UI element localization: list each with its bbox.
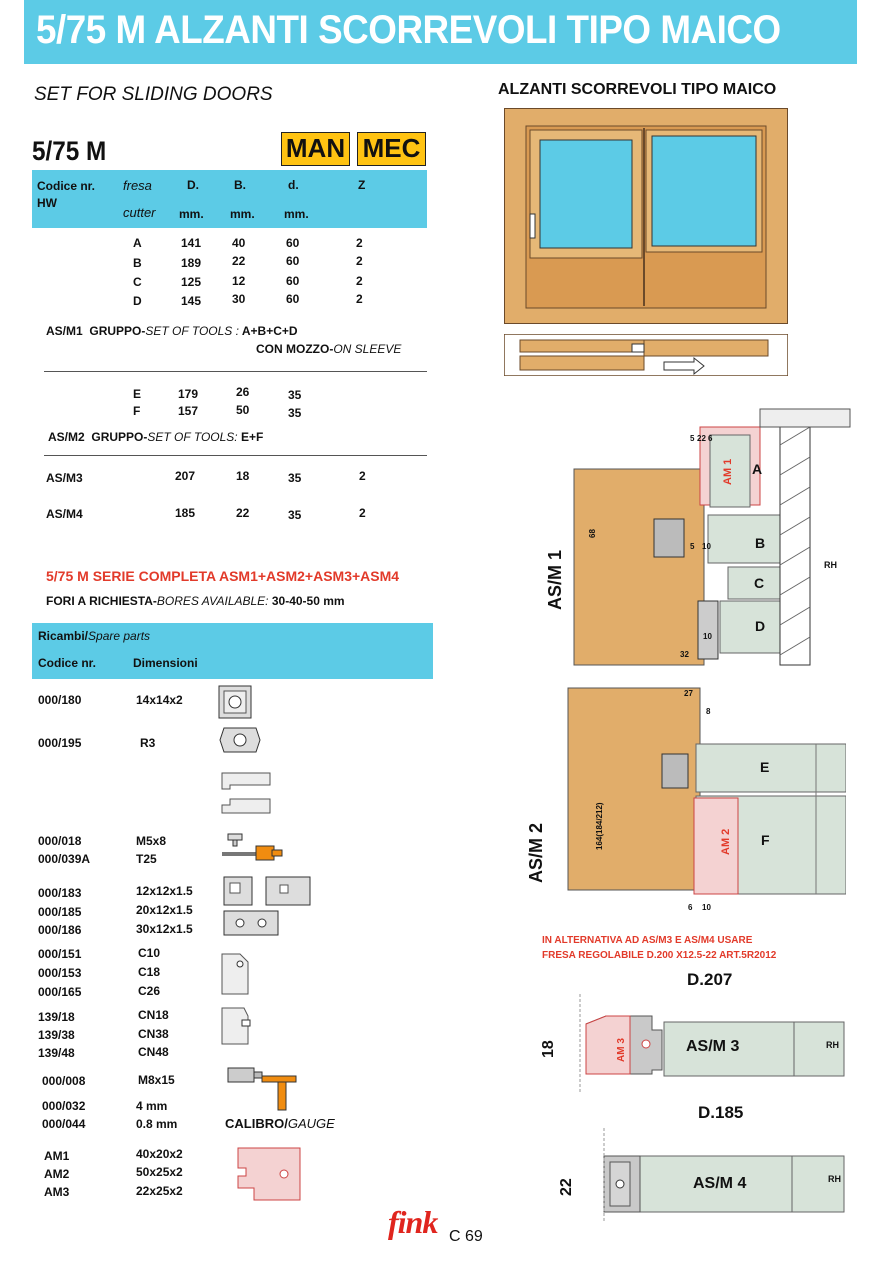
divider <box>44 455 427 456</box>
spare-code: 000/032 <box>42 1099 86 1113</box>
spare-dim: C18 <box>138 965 161 979</box>
badge-mec: MEC <box>357 132 426 166</box>
spare-dim: 14x14x2 <box>136 693 183 707</box>
row-b-fresa: B <box>133 256 142 270</box>
spare-code: 000/044 <box>42 1117 86 1131</box>
asm3-Z: 2 <box>359 469 366 483</box>
row-d-B: 30 <box>232 292 246 306</box>
radius-insert-icon <box>218 724 262 756</box>
window-heading: ALZANTI SCORREVOLI TIPO MAICO <box>498 81 777 98</box>
spare-code: AM3 <box>44 1185 70 1199</box>
dim-label: 10 <box>703 632 712 641</box>
asm1-mozzo-label: CON MOZZO- <box>256 342 334 356</box>
row-e-fresa: E <box>133 387 142 401</box>
asm2-code: AS/M2 <box>48 430 85 444</box>
screw-key-icon <box>216 1064 300 1112</box>
asm2-diagram <box>556 686 846 908</box>
page-number: C 69 <box>449 1228 483 1245</box>
section-illustration <box>504 334 788 376</box>
cutter-a: A <box>752 461 763 477</box>
row-a-fresa: A <box>133 236 142 250</box>
asm1-vertical-label: AS/M 1 <box>545 549 565 610</box>
col-hw: HW <box>37 196 57 210</box>
serie-title: 5/75 M SERIE COMPLETA ASM1+ASM2+ASM3+ASM4 <box>46 568 400 584</box>
spare-code: 139/48 <box>38 1046 75 1060</box>
gauge: GAUGE <box>287 1116 335 1131</box>
spare-code: 000/039A <box>38 852 91 866</box>
spare-code: 000/165 <box>38 985 82 999</box>
row-f-d: 35 <box>288 406 302 420</box>
dim-label: 22 <box>697 434 706 443</box>
ricambi-col-dim: Dimensioni <box>133 656 198 670</box>
spare-code: AM1 <box>44 1149 70 1163</box>
dim-label: 6 <box>688 903 693 912</box>
dim-label: 6 <box>708 434 713 443</box>
spare-dim: 0.8 mm <box>136 1117 178 1131</box>
spare-dim: T25 <box>136 852 157 866</box>
spare-code: 000/183 <box>38 886 82 900</box>
asm2-group: GRUPPO- <box>91 430 148 444</box>
col-mm1: mm. <box>179 207 204 221</box>
ricambi-label-it: Spare parts <box>88 629 151 643</box>
square-inserts-icon <box>222 875 314 937</box>
dim-label: 5 <box>690 542 695 551</box>
spare-dim: 22x25x2 <box>136 1184 183 1198</box>
dim-label: 10 <box>702 542 711 551</box>
asm4-d: 35 <box>288 508 302 522</box>
ricambi-col-code: Codice nr. <box>38 656 97 670</box>
am3-label: AM 3 <box>616 1038 627 1062</box>
asm1-code: AS/M1 <box>46 324 83 338</box>
dim-label: 5 <box>690 434 695 443</box>
asm4-B: 22 <box>236 506 250 520</box>
spare-dim: 30x12x1.5 <box>136 922 193 936</box>
asm2-vertical-label: AS/M 2 <box>526 822 546 883</box>
row-d-D: 145 <box>181 294 202 308</box>
screw-key-icon <box>218 832 284 866</box>
asm2-group-it: SET OF TOOLS: <box>147 430 238 444</box>
row-f-D: 157 <box>178 404 199 418</box>
row-b-d: 60 <box>286 254 300 268</box>
rh-label: RH <box>828 1174 841 1184</box>
row-b-D: 189 <box>181 256 202 270</box>
dim-label: 164(184/212) <box>595 802 604 850</box>
asm3-diameter: D.207 <box>687 970 733 989</box>
row-e-B: 26 <box>236 385 250 399</box>
profile-knife-icon <box>220 771 272 817</box>
cutter-d: D <box>755 618 766 634</box>
knife-insert-icon <box>218 685 252 719</box>
row-c-d: 60 <box>286 274 300 288</box>
note-line-1: IN ALTERNATIVA AD AS/M3 E AS/M4 USARE <box>542 935 753 946</box>
asm1-group-it: SET OF TOOLS : <box>145 324 239 338</box>
spare-dim: 50x25x2 <box>136 1165 183 1179</box>
ricambi-title <box>38 629 150 643</box>
spare-code: AM2 <box>44 1167 70 1181</box>
product-code: 5/75 M <box>32 136 107 166</box>
am1-label: AM 1 <box>722 458 734 485</box>
row-f-B: 50 <box>236 403 250 417</box>
col-mm2: mm. <box>230 207 255 221</box>
asm1-group-val: A+B+C+D <box>238 324 298 338</box>
dim-label: 68 <box>588 529 597 538</box>
asm3-D: 207 <box>175 469 196 483</box>
row-b-Z: 2 <box>356 254 363 268</box>
row-d-Z: 2 <box>356 292 363 306</box>
row-c-D: 125 <box>181 275 202 289</box>
asm3-B: 18 <box>236 469 250 483</box>
cutter-e: E <box>760 759 770 775</box>
asm3-code: AS/M3 <box>46 471 83 485</box>
asm1-group: GRUPPO- <box>89 324 146 338</box>
cutter-b: B <box>755 535 766 551</box>
spare-dim: CN18 <box>138 1008 169 1022</box>
spare-code: 000/151 <box>38 947 82 961</box>
col-cutter: cutter <box>123 205 156 220</box>
dim-label: 8 <box>706 707 711 716</box>
spare-dim: CN38 <box>138 1027 169 1041</box>
asm2-line <box>48 430 263 444</box>
asm3-width: 18 <box>540 1040 557 1058</box>
am-knife-icon <box>236 1146 302 1202</box>
asm1-mozzo-it: ON SLEEVE <box>333 342 402 356</box>
asm4-width: 22 <box>558 1178 575 1196</box>
asm1-line <box>46 324 298 338</box>
row-f-fresa: F <box>133 404 141 418</box>
row-c-fresa: C <box>133 275 142 289</box>
col-D: D. <box>187 178 199 192</box>
note-line-2: FRESA REGOLABILE D.200 X12.5-22 ART.5R2012 <box>542 950 777 961</box>
dim-label: 10 <box>702 903 711 912</box>
clamp-icon <box>218 950 256 998</box>
asm4-diameter: D.185 <box>698 1103 744 1122</box>
row-d-fresa: D <box>133 294 142 308</box>
fori-it: BORES AVAILABLE: <box>156 594 269 608</box>
row-a-d: 60 <box>286 236 300 250</box>
spare-dim: R3 <box>140 736 156 750</box>
rh-label: RH <box>824 560 837 570</box>
table-header <box>32 170 427 228</box>
asm4-label: AS/M 4 <box>693 1175 747 1192</box>
subtitle: SET FOR SLIDING DOORS <box>34 84 273 105</box>
spare-dim: C26 <box>138 984 161 998</box>
spare-dim: CN48 <box>138 1045 169 1059</box>
spare-dim: M8x15 <box>138 1073 175 1087</box>
row-d-d: 60 <box>286 292 300 306</box>
spare-dim: 4 mm <box>136 1099 168 1113</box>
row-a-Z: 2 <box>356 236 363 250</box>
col-B: B. <box>234 178 246 192</box>
calibro: CALIBRO/ <box>225 1116 288 1131</box>
am2-label: AM 2 <box>720 828 732 855</box>
row-a-D: 141 <box>181 236 202 250</box>
fori-val: 30-40-50 mm <box>268 594 345 608</box>
spare-dim: 20x12x1.5 <box>136 903 193 917</box>
spare-dim: M5x8 <box>136 834 167 848</box>
col-Z: Z <box>358 178 366 192</box>
brand-logo: fink <box>388 1204 438 1240</box>
spare-code: 000/185 <box>38 905 82 919</box>
row-e-D: 179 <box>178 387 199 401</box>
cutter-c: C <box>754 575 765 591</box>
divider <box>44 371 427 372</box>
col-fresa: fresa <box>123 178 152 193</box>
spare-code: 000/153 <box>38 966 82 980</box>
window-illustration <box>504 108 788 324</box>
asm2-group-val: E+F <box>237 430 264 444</box>
asm1-mozzo <box>256 342 401 356</box>
calibro-label <box>225 1116 335 1131</box>
spare-code: 000/180 <box>38 693 82 707</box>
badge-man: MAN <box>281 132 350 166</box>
spare-code: 139/18 <box>38 1010 75 1024</box>
spare-code: 139/38 <box>38 1028 75 1042</box>
dim-label: 27 <box>684 689 693 698</box>
spare-code: 000/008 <box>42 1074 86 1088</box>
col-codice: Codice nr. <box>37 179 96 193</box>
dim-label: 32 <box>680 650 689 659</box>
asm4-code: AS/M4 <box>46 507 83 521</box>
spare-dim: 12x12x1.5 <box>136 884 193 898</box>
cutter-f: F <box>761 832 770 848</box>
col-d: d. <box>288 178 299 192</box>
row-c-Z: 2 <box>356 274 363 288</box>
asm1-diagram <box>560 405 860 667</box>
row-a-B: 40 <box>232 236 246 250</box>
page-title: 5/75 M ALZANTI SCORREVOLI TIPO MAICO <box>36 8 781 52</box>
asm4-D: 185 <box>175 506 196 520</box>
spare-dim: 40x20x2 <box>136 1147 183 1161</box>
spare-dim: C10 <box>138 946 161 960</box>
fori-label: FORI A RICHIESTA- <box>46 594 157 608</box>
row-c-B: 12 <box>232 274 246 288</box>
row-b-B: 22 <box>232 254 246 268</box>
clamp-cn-icon <box>218 1006 258 1046</box>
col-mm3: mm. <box>284 207 309 221</box>
spare-code: 000/018 <box>38 834 82 848</box>
ricambi-label: Ricambi/ <box>38 629 89 643</box>
asm3-label: AS/M 3 <box>686 1038 740 1055</box>
rh-label: RH <box>826 1040 839 1050</box>
fori-line <box>46 594 345 608</box>
asm3-d: 35 <box>288 471 302 485</box>
row-e-d: 35 <box>288 388 302 402</box>
asm4-Z: 2 <box>359 506 366 520</box>
spare-code: 000/195 <box>38 736 82 750</box>
spare-code: 000/186 <box>38 923 82 937</box>
ricambi-header <box>32 623 433 679</box>
